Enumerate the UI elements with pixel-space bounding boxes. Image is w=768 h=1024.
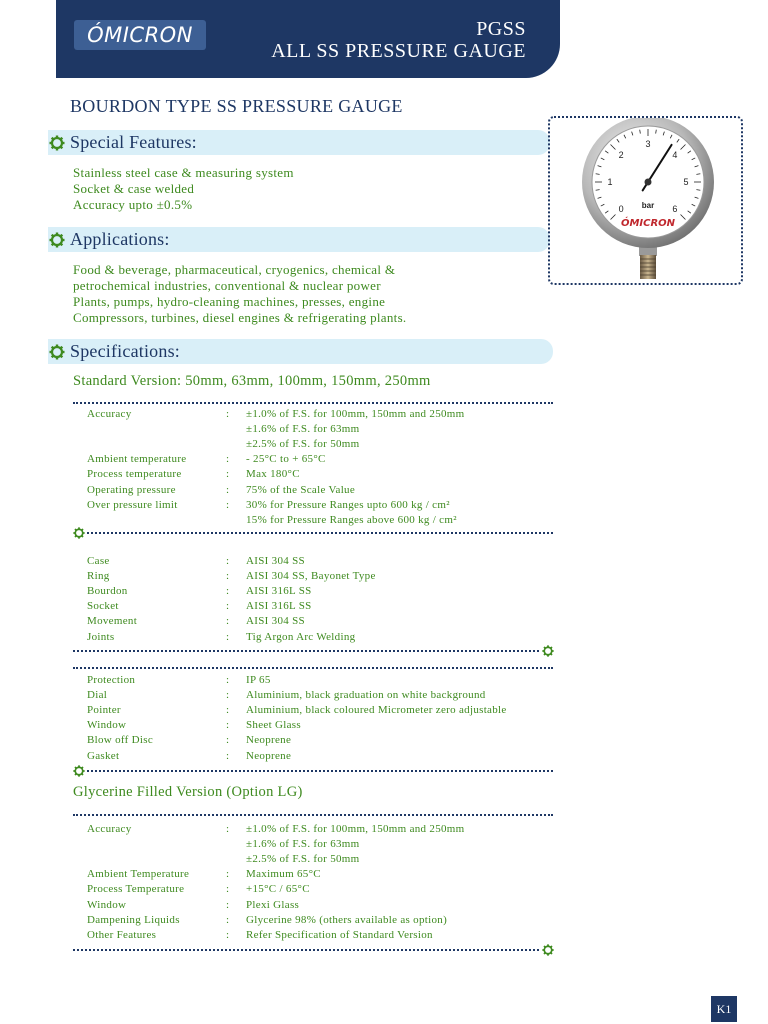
dial-brand: ÓMICRON [620, 218, 676, 229]
spec-label: Gasket [87, 749, 120, 762]
spec-label: Bourdon [87, 585, 128, 598]
header-title: ALL SS PRESSURE GAUGE [271, 40, 526, 62]
spec-value: ±2.5% of F.S. for 50mm [246, 438, 360, 451]
spec-row [87, 585, 557, 600]
text-line: Plants, pumps, hydro-cleaning machines, presses, engine [73, 294, 386, 309]
spec-row [87, 719, 557, 734]
spec-value: AISI 316L SS [246, 600, 312, 613]
spec-row [87, 674, 557, 689]
spec-row [87, 750, 557, 765]
spec-separator: : [226, 704, 230, 717]
section-title: Specifications: [70, 341, 180, 361]
spec-row [87, 453, 557, 468]
gear-icon [542, 944, 554, 956]
spec-value: Sheet Glass [246, 719, 301, 732]
spec-value: Maximum 65°C [246, 868, 321, 881]
spec-value: Tig Argon Arc Welding [246, 630, 356, 643]
spec-separator: : [226, 615, 230, 628]
spec-value: - 25°C to + 65°C [246, 453, 326, 466]
spec-row [87, 929, 557, 944]
spec-separator: : [226, 555, 230, 567]
spec-label: Blow off Disc [87, 734, 154, 747]
spec-value: ±1.6% of F.S. for 63mm [246, 838, 360, 851]
divider [73, 667, 553, 669]
spec-row [87, 514, 557, 529]
spec-label: Over pressure limit [87, 498, 178, 511]
special-features-list [73, 165, 294, 213]
spec-label: Accuracy [87, 823, 132, 835]
spec-row [87, 823, 557, 838]
spec-separator: : [226, 719, 230, 732]
spec-value: Refer Specification of Standard Version [246, 928, 433, 941]
gear-icon [73, 527, 85, 539]
spec-label: Protection [87, 674, 136, 686]
dial-number: 6 [672, 203, 678, 214]
divider [73, 402, 553, 404]
spec-separator: : [226, 600, 230, 613]
spec-row [87, 704, 557, 719]
spec-row [87, 408, 557, 423]
spec-separator: : [226, 689, 230, 702]
spec-row [87, 468, 557, 483]
spec-separator: : [226, 453, 230, 466]
spec-separator: : [226, 408, 230, 420]
spec-value: +15°C / 65°C [246, 883, 310, 896]
spec-separator: : [226, 498, 230, 511]
spec-separator: : [226, 913, 230, 926]
spec-label: Process temperature [87, 468, 182, 481]
product-code: PGSS [476, 18, 526, 40]
spec-label: Case [87, 555, 110, 567]
spec-label: Ambient temperature [87, 453, 187, 466]
spec-row [87, 914, 557, 929]
spec-value: AISI 304 SS, Bayonet Type [246, 570, 376, 583]
spec-value: ±2.5% of F.S. for 50mm [246, 853, 360, 866]
spec-row [87, 899, 557, 914]
spec-value: ±1.0% of F.S. for 100mm, 150mm and 250mm [246, 823, 465, 835]
logo-text: ÓMICRON [87, 23, 193, 47]
spec-row [87, 838, 557, 853]
spec-row [87, 615, 557, 630]
gear-icon [49, 344, 65, 360]
spec-separator: : [226, 734, 230, 747]
spec-row [87, 868, 557, 883]
dial-number: 1 [607, 177, 613, 187]
spec-label: Operating pressure [87, 483, 176, 496]
gear-icon [49, 135, 65, 151]
spec-separator: : [226, 585, 230, 598]
pressure-gauge-image [550, 118, 741, 283]
spec-value: AISI 304 SS [246, 555, 305, 567]
spec-separator: : [226, 630, 230, 643]
spec-value: Max 180°C [246, 468, 300, 481]
section-title: Special Features: [70, 132, 197, 152]
spec-value: Neoprene [246, 749, 292, 762]
spec-value: 75% of the Scale Value [246, 483, 356, 496]
spec-row [87, 853, 557, 868]
section-title: Applications: [70, 229, 170, 249]
dial-number: 2 [618, 150, 624, 161]
product-image-frame [548, 116, 743, 285]
spec-value: 30% for Pressure Ranges upto 600 kg / cm² [246, 498, 450, 511]
spec-row [87, 555, 557, 570]
spec-value: 15% for Pressure Ranges above 600 kg / cm² [246, 513, 457, 526]
spec-label: Movement [87, 615, 138, 628]
applications-text [73, 262, 406, 326]
spec-separator: : [226, 483, 230, 496]
text-line: Compressors, turbines, diesel engines & refrigerating plants. [73, 310, 407, 325]
list-item: Accuracy upto ±0.5% [73, 197, 193, 212]
spec-row [87, 631, 557, 646]
spec-value: ±1.0% of F.S. for 100mm, 150mm and 250mm [246, 408, 465, 420]
spec-row [87, 499, 557, 514]
divider [73, 814, 553, 816]
dial-unit: bar [641, 201, 655, 210]
spec-row [87, 570, 557, 585]
spec-separator: : [226, 674, 230, 686]
spec-label: Ring [87, 570, 110, 583]
page-number: K1 [711, 996, 737, 1022]
gear-icon [542, 645, 554, 657]
spec-row [87, 438, 557, 453]
text-line: Food & beverage, pharmaceutical, cryogenics, chemical & [73, 262, 396, 277]
spec-separator: : [226, 823, 230, 835]
spec-label: Dial [87, 689, 108, 702]
spec-value: AISI 304 SS [246, 615, 305, 628]
spec-row [87, 734, 557, 749]
spec-label: Window [87, 719, 127, 732]
divider [87, 770, 553, 772]
spec-value: AISI 316L SS [246, 585, 312, 598]
glycerine-version-title: Glycerine Filled Version (Option LG) [73, 784, 303, 800]
spec-value: Aluminium, black graduation on white background [246, 689, 486, 702]
omicron-logo [74, 20, 206, 50]
spec-value: Aluminium, black coloured Micrometer zero adjustable [246, 704, 507, 717]
divider [73, 650, 539, 652]
dial-number: 0 [618, 203, 624, 214]
spec-separator: : [226, 570, 230, 583]
spec-label: Ambient Temperature [87, 868, 190, 881]
header-banner [56, 0, 560, 78]
section-header-applications [48, 227, 550, 252]
needle-hub [645, 179, 652, 186]
spec-row [87, 689, 557, 704]
spec-label: Socket [87, 600, 119, 613]
spec-label: Joints [87, 630, 115, 643]
spec-separator: : [226, 898, 230, 911]
dial-number: 3 [645, 139, 651, 149]
spec-value: ±1.6% of F.S. for 63mm [246, 423, 360, 436]
gear-icon [49, 232, 65, 248]
spec-row [87, 423, 557, 438]
spec-separator: : [226, 883, 230, 896]
spec-label: Process Temperature [87, 883, 185, 896]
spec-separator: : [226, 928, 230, 941]
list-item: Socket & case welded [73, 181, 195, 196]
text-line: petrochemical industries, conventional & nuclear power [73, 278, 381, 293]
list-item: Stainless steel case & measuring system [73, 165, 294, 180]
section-header-specifications [48, 339, 553, 364]
divider [73, 949, 539, 951]
section-header-special-features [48, 130, 550, 155]
divider [87, 532, 553, 534]
spec-value: Neoprene [246, 734, 292, 747]
spec-label: Window [87, 898, 127, 911]
dial-number: 4 [672, 150, 678, 161]
spec-value: Plexi Glass [246, 898, 300, 911]
spec-row [87, 484, 557, 499]
spec-row [87, 600, 557, 615]
page-title: BOURDON TYPE SS PRESSURE GAUGE [70, 96, 403, 116]
spec-row [87, 883, 557, 898]
spec-separator: : [226, 868, 230, 881]
spec-separator: : [226, 468, 230, 481]
spec-label: Other Features [87, 928, 157, 941]
spec-label: Pointer [87, 704, 121, 717]
spec-separator: : [226, 749, 230, 762]
spec-label: Dampening Liquids [87, 913, 180, 926]
spec-value: IP 65 [246, 674, 271, 686]
standard-version-title: Standard Version: 50mm, 63mm, 100mm, 150mm, 250mm [73, 373, 431, 389]
gear-icon [73, 765, 85, 777]
spec-label: Accuracy [87, 408, 132, 420]
dial-number: 5 [683, 177, 689, 187]
spec-value: Glycerine 98% (others available as option) [246, 913, 448, 926]
